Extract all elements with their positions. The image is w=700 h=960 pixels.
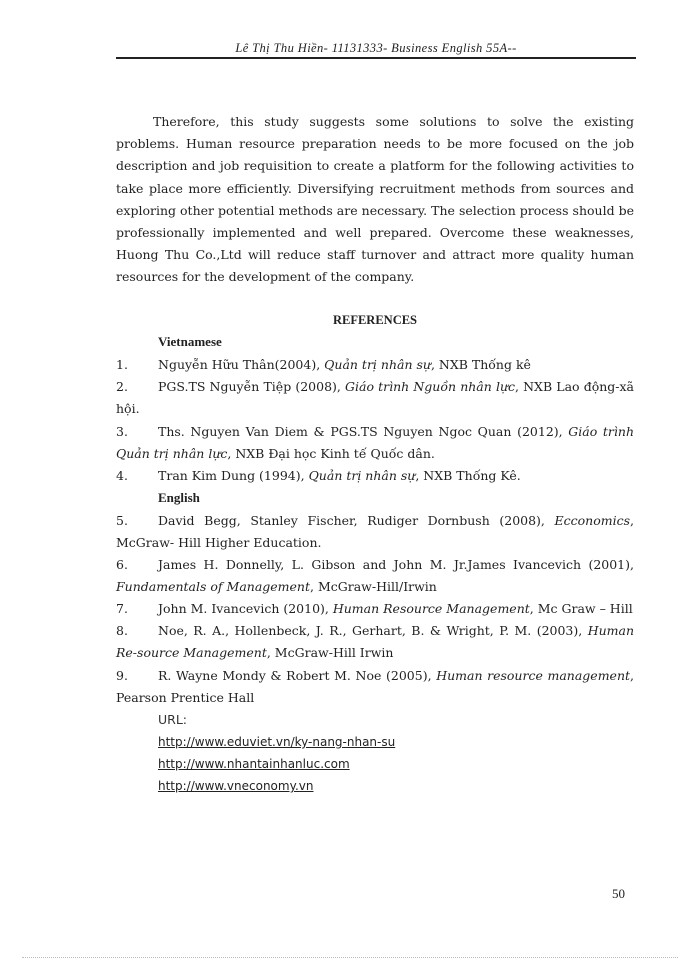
header-rule (116, 57, 636, 59)
reference-item: 9. R. Wayne Mondy & Robert M. Noe (2005), Human resource management, Pearson Prentice Hall (116, 668, 634, 706)
page-number: 50 (612, 886, 625, 901)
conclusion-text: Therefore, this study suggests some solutions to solve the existing problems. Human resource preparation needs to be more focused on the job description and job requisition to create a platform for the following activities to take place more efficiently. Diversifying recruitment methods from sources and exploring other potential methods are necessary. The selection process should be professionally implemented and well prepared. Overcome these weaknesses, Huong Thu Co.,Ltd will reduce staff turnover and attract more quality human resources for the development of the company. (116, 114, 634, 285)
reference-item: 7. John M. Ivancevich (2010), Human Resource Management, Mc Graw – Hill (116, 601, 633, 616)
url-link[interactable]: http://www.vneconomy.vn (158, 779, 314, 793)
reference-item: 4. Tran Kim Dung (1994), Quản trị nhân sự, NXB Thống Kê. (116, 468, 521, 483)
reference-item: 8. Noe, R. A., Hollenbeck, J. R., Gerhart, B. & Wright, P. M. (2003), Human Re-source Management, McGraw-Hill Irwin (116, 623, 634, 661)
reference-item: 1. Nguyễn Hữu Thân(2004), Quản trị nhân sự, NXB Thống kê (116, 357, 531, 372)
reference-item: 2. PGS.TS Nguyễn Tiệp (2008), Giáo trình Nguồn nhân lực, NXB Lao động-xã hội. (116, 379, 635, 417)
english-subheading: English (158, 490, 200, 505)
reference-item: 6. James H. Donnelly, L. Gibson and John M. Jr.James Ivancevich (2001), Fundamentals of Management, McGraw-Hill/Irwin (116, 557, 634, 595)
url-link[interactable]: http://www.eduviet.vn/ky-nang-nhan-su (158, 735, 396, 749)
url-label: URL: (158, 712, 188, 727)
conclusion-paragraph (116, 111, 634, 289)
reference-item: 3. Ths. Nguyen Van Diem & PGS.TS Nguyen Ngoc Quan (2012), Giáo trình Quản trị nhân lực, NXB Đại học Kinh tế Quốc dân. (116, 424, 634, 462)
running-header: Lê Thị Thu Hiền- 11131333- Business English 55A-- (235, 41, 517, 55)
reference-item: 5. David Begg, Stanley Fischer, Rudiger Dornbush (2008), Ecconomics, McGraw- Hill Higher Education. (116, 513, 634, 551)
page-bottom-divider (22, 957, 678, 958)
url-link[interactable]: http://www.nhantainhanluc.com (158, 757, 350, 771)
references-heading: REFERENCES (332, 313, 418, 327)
vietnamese-subheading: Vietnamese (158, 334, 222, 349)
